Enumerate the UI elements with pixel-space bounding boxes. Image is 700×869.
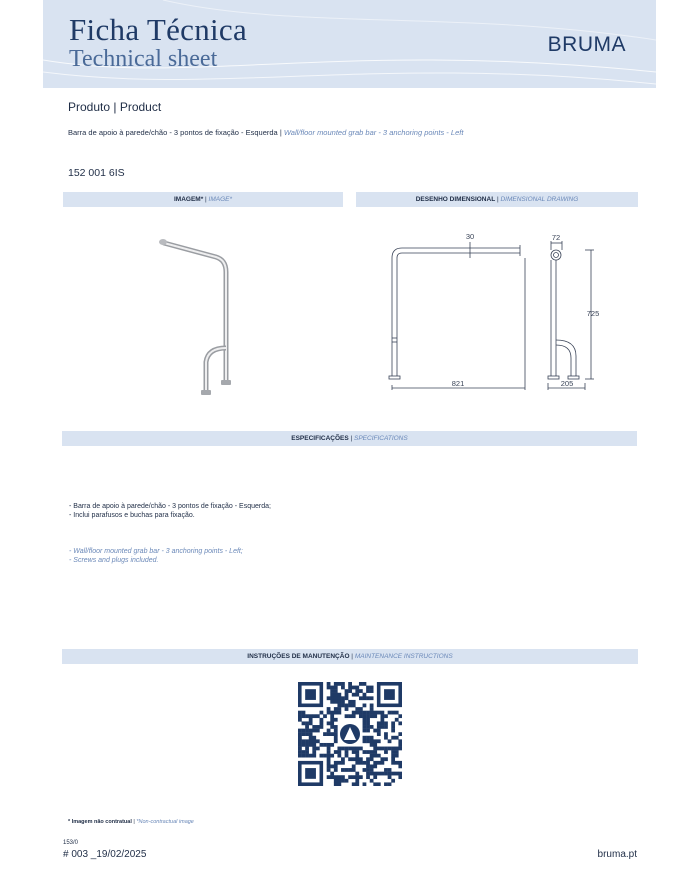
maintenance-qr-code[interactable] [298,682,402,786]
separator: | [495,196,501,203]
drawing-label-en: DIMENSIONAL DRAWING [500,196,579,203]
spec-pt-line-2: - Inclui parafusos e buchas para fixação. [69,512,195,519]
maint-label-en: MAINTENANCE INSTRUCTIONS [354,653,453,660]
product-heading-en: Product [119,100,162,114]
specs-label-en: SPECIFICATIONS [354,435,408,442]
image-section-bar [63,192,343,207]
dim-label-tube: 72 [551,233,561,242]
drawing-label-pt: DESENHO DIMENSIONAL [415,196,496,203]
note-en: *Non-contractual image [136,819,194,825]
separator: | [349,653,355,660]
product-code: 152 001 6IS [68,167,125,179]
spec-en-line-2: - Screws and plugs included. [69,557,159,564]
dim-label-width: 821 [451,379,465,388]
dim-label-top: 30 [465,232,475,241]
product-heading-pt: Produto [68,100,111,114]
document-number-date: # 003 _19/02/2025 [63,849,147,860]
product-desc-pt: Barra de apoio à parede/chão - 3 pontos de fixação - Esquerda [68,128,278,137]
note-pt: * Imagem não contratual [68,819,132,825]
image-label-pt: IMAGEM* [173,196,204,203]
maint-label-pt: INSTRUÇÕES DE MANUTENÇÃO [247,653,350,660]
maintenance-section-bar [62,649,638,664]
non-contractual-note [68,819,194,825]
brand-logo: BRUMA [547,33,626,56]
product-photo-grab-bar [150,230,250,405]
specs-label-pt: ESPECIFICAÇÕES [291,435,349,442]
document-reference: 153/0 [63,840,79,846]
product-desc-en: Wall/floor mounted grab bar - 3 anchoring points - Left [283,128,464,137]
website-link[interactable]: bruma.pt [597,849,637,860]
dimensional-drawing [380,228,620,398]
spec-pt-line-1: - Barra de apoio à parede/chão - 3 pontos de fixação - Esquerda; [69,503,271,510]
separator: | [131,819,137,825]
header-banner [43,0,656,88]
separator: | [203,196,209,203]
title-portuguese: Ficha Técnica [69,12,248,47]
separator: | [110,100,120,114]
title-english: Technical sheet [69,46,218,72]
dim-label-height: 725 [586,309,600,318]
product-heading [68,100,161,114]
separator: | [277,128,284,137]
image-label-en: IMAGE* [208,196,233,203]
drawing-section-bar [356,192,638,207]
product-description [68,128,463,137]
separator: | [348,435,355,442]
specs-section-bar [62,431,637,446]
spec-en-line-1: - Wall/floor mounted grab bar - 3 anchoring points - Left; [69,548,243,555]
dim-label-depth: 205 [560,379,574,388]
